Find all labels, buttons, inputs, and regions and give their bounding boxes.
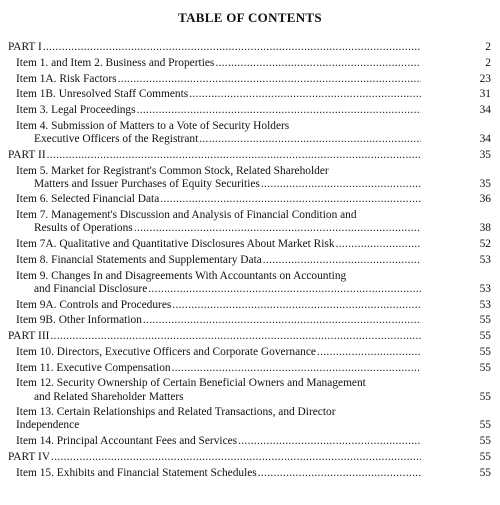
dot-leader [172, 362, 421, 375]
dot-leader [148, 283, 421, 296]
toc-page-number: 55 [479, 330, 491, 343]
toc-entry-text: Item 1B. Unresolved Staff Comments [16, 88, 189, 101]
toc-page-number: 55 [479, 419, 491, 432]
dot-leader [317, 346, 421, 359]
toc-entry-text: Item 11. Executive Compensation [16, 361, 171, 374]
dot-leader [51, 451, 421, 464]
toc-entry-text: Item 1. and Item 2. Business and Properties [16, 56, 215, 69]
toc-entry-text: Item 5. Market for Registrant's Common Stock, Related Shareholder [16, 164, 329, 177]
toc-item-row [0, 104, 500, 117]
toc-item-row [0, 209, 500, 235]
toc-entry-text: and Related Shareholder Matters [34, 390, 184, 403]
toc-item-row [0, 57, 500, 70]
toc-entry-text: Independence [16, 419, 80, 432]
toc-item-row [0, 362, 500, 375]
toc-page-number: 55 [479, 450, 491, 463]
toc-entry-text: Item 9. Changes In and Disagreements With Accountants on Accounting [16, 269, 347, 282]
toc-page-number: 55 [479, 345, 491, 358]
toc-page-number: 55 [479, 390, 491, 403]
toc-entry-text: Matters and Issuer Purchases of Equity Securities [34, 177, 260, 190]
toc-entry-text: Item 7. Management's Discussion and Analysis of Financial Condition and [16, 209, 357, 222]
toc-entry-text: Item 1A. Risk Factors [16, 72, 117, 85]
toc-item-row [0, 346, 500, 359]
toc-page-number: 36 [479, 193, 491, 206]
dot-leader [47, 149, 421, 162]
dot-leader [143, 314, 421, 327]
toc-entry-text: Item 3. Legal Proceedings [16, 104, 136, 117]
toc-page-number: 53 [479, 282, 491, 295]
toc-item-row [0, 270, 500, 296]
toc-item-row [0, 406, 500, 432]
toc-page-number: 35 [479, 148, 491, 161]
toc-part-row [0, 451, 500, 464]
toc-item-row [0, 299, 500, 312]
toc-page-number: 34 [479, 133, 491, 145]
toc-page-number: 2 [485, 41, 491, 53]
toc-item-row [0, 254, 500, 267]
toc-entry-text: Item 7A. Qualitative and Quantitative Disclosures About Market Risk [16, 238, 335, 251]
toc-item-row [0, 377, 500, 403]
dot-leader [238, 435, 421, 448]
toc-entry-text: Item 9A. Controls and Procedures [16, 298, 172, 311]
toc-entry-text: and Financial Disclosure [34, 282, 148, 295]
toc-entry-text: Item 14. Principal Accountant Fees and Services [16, 435, 238, 448]
dot-leader [118, 73, 421, 86]
toc-page-number: 55 [479, 314, 491, 327]
dot-leader [215, 57, 421, 70]
toc-entry-text: Item 9B. Other Information [16, 314, 142, 327]
dot-leader [189, 88, 421, 101]
toc-page-number: 52 [479, 238, 491, 251]
dot-leader [43, 41, 421, 54]
toc-page-number: 53 [479, 298, 491, 311]
toc-page-number: 53 [479, 253, 491, 266]
toc-page-number: 55 [479, 435, 491, 448]
toc-item-row [0, 73, 500, 86]
toc-part-row [0, 330, 500, 343]
dot-leader [336, 238, 421, 251]
toc-item-row [0, 314, 500, 327]
toc-entry-text: Item 8. Financial Statements and Supplementary Data [16, 253, 262, 266]
toc-item-row [0, 193, 500, 206]
toc-item-row [0, 165, 500, 191]
toc-page-number: 2 [485, 56, 491, 69]
toc-entry-text: Item 10. Directors, Executive Officers and Corporate Governance [16, 345, 316, 358]
dot-leader [258, 467, 421, 480]
toc-part-row [0, 41, 500, 54]
toc-page-number: 55 [479, 466, 491, 479]
dot-leader [172, 299, 421, 312]
toc-part-row [0, 149, 500, 162]
dot-leader [261, 178, 421, 191]
toc-item-row [0, 238, 500, 251]
toc-entry-text: Item 15. Exhibits and Financial Statement Schedules [16, 466, 257, 479]
toc-page-number: 23 [479, 72, 491, 85]
dot-leader [263, 254, 421, 267]
toc-entry-text: PART I [8, 41, 42, 53]
toc-item-row [0, 88, 500, 101]
toc-item-row [0, 467, 500, 480]
toc-entry-text: Executive Officers of the Registrant [34, 133, 199, 145]
toc-page-number: 55 [479, 361, 491, 374]
toc-item-row [0, 120, 500, 146]
toc-page-number: 34 [479, 104, 491, 117]
toc-entry-text: Item 12. Security Ownership of Certain Beneficial Owners and Management [16, 377, 366, 390]
table-of-contents [0, 41, 500, 483]
toc-page-number: 38 [479, 222, 491, 235]
toc-entry-text: Item 4. Submission of Matters to a Vote of Security Holders [16, 119, 290, 132]
toc-entry-text: PART IV [8, 450, 51, 463]
toc-page-number: 31 [479, 88, 491, 101]
toc-entry-text: PART II [8, 148, 46, 161]
toc-page-number: 35 [479, 177, 491, 190]
dot-leader [199, 133, 421, 146]
dot-leader [134, 222, 421, 235]
toc-entry-text: Item 13. Certain Relationships and Related Transactions, and Director [16, 406, 336, 419]
toc-item-row [0, 435, 500, 448]
dot-leader [160, 193, 421, 206]
toc-entry-text: Item 6. Selected Financial Data [16, 193, 160, 206]
dot-leader [137, 104, 421, 117]
toc-entry-text: PART III [8, 330, 50, 343]
dot-leader [50, 330, 421, 343]
page-title: TABLE OF CONTENTS [178, 10, 322, 25]
toc-entry-text: Results of Operations [34, 222, 133, 235]
